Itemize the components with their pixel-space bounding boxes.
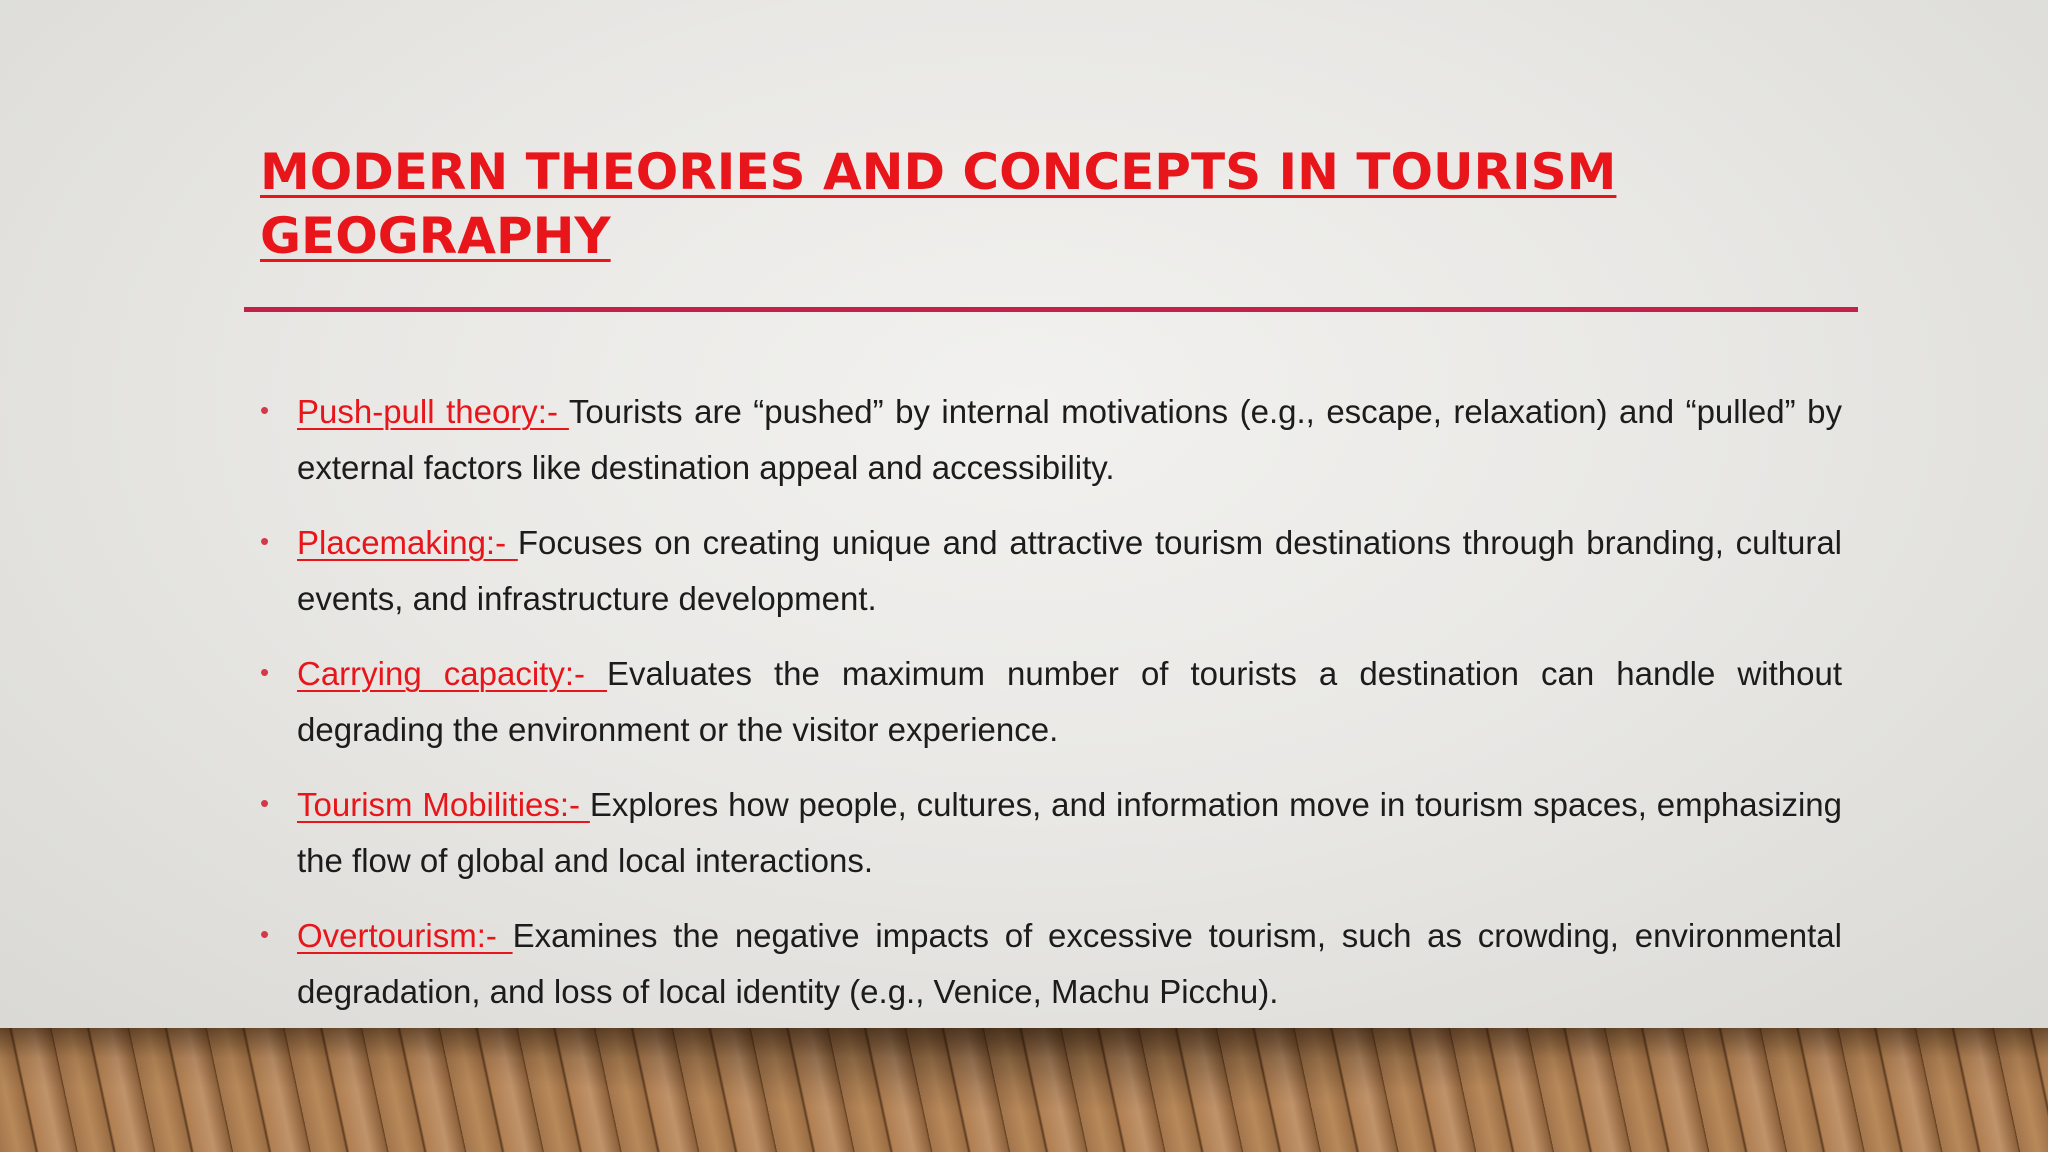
bullet-term: Overtourism:- bbox=[297, 917, 513, 954]
bullet-term: Carrying capacity:- bbox=[297, 655, 608, 692]
bullet-item-placemaking bbox=[260, 515, 1842, 627]
bullet-item-carrying-capacity bbox=[260, 646, 1842, 758]
bullet-dot-icon: • bbox=[260, 395, 270, 425]
wood-floor-background bbox=[0, 1028, 2048, 1152]
bullet-list bbox=[260, 384, 1842, 1039]
title-divider bbox=[244, 307, 1858, 312]
bullet-item-overtourism bbox=[260, 908, 1842, 1020]
bullet-text: Examines the negative impacts of excessive tourism, such as crowding, environmental degradation, and loss of local identity (e.g., Venice, Machu Picchu). bbox=[297, 917, 1842, 1010]
bullet-dot-icon: • bbox=[260, 526, 270, 556]
bullet-dot-icon: • bbox=[260, 788, 270, 818]
bullet-text: Tourists are “pushed” by internal motivations (e.g., escape, relaxation) and “pulled” by external factors like destination appeal and accessibility. bbox=[297, 393, 1842, 486]
bullet-text: Explores how people, cultures, and information move in tourism spaces, emphasizing the flow of global and local interactions. bbox=[297, 786, 1842, 879]
bullet-term: Push-pull theory:- bbox=[297, 393, 569, 430]
bullet-dot-icon: • bbox=[260, 657, 270, 687]
bullet-item-push-pull-theory bbox=[260, 384, 1842, 496]
bullet-term: Tourism Mobilities:- bbox=[297, 786, 590, 823]
bullet-item-tourism-mobilities bbox=[260, 777, 1842, 889]
slide-title: MODERN THEORIES AND CONCEPTS IN TOURISM GEOGRAPHY bbox=[260, 143, 1617, 265]
bullet-dot-icon: • bbox=[260, 919, 270, 949]
bullet-text: Evaluates the maximum number of tourists a destination can handle without degrading the environment or the visitor experience. bbox=[297, 655, 1842, 748]
bullet-term: Placemaking:- bbox=[297, 524, 518, 561]
bullet-text: Focuses on creating unique and attractive tourism destinations through branding, cultural events, and infrastructure development. bbox=[297, 524, 1843, 617]
